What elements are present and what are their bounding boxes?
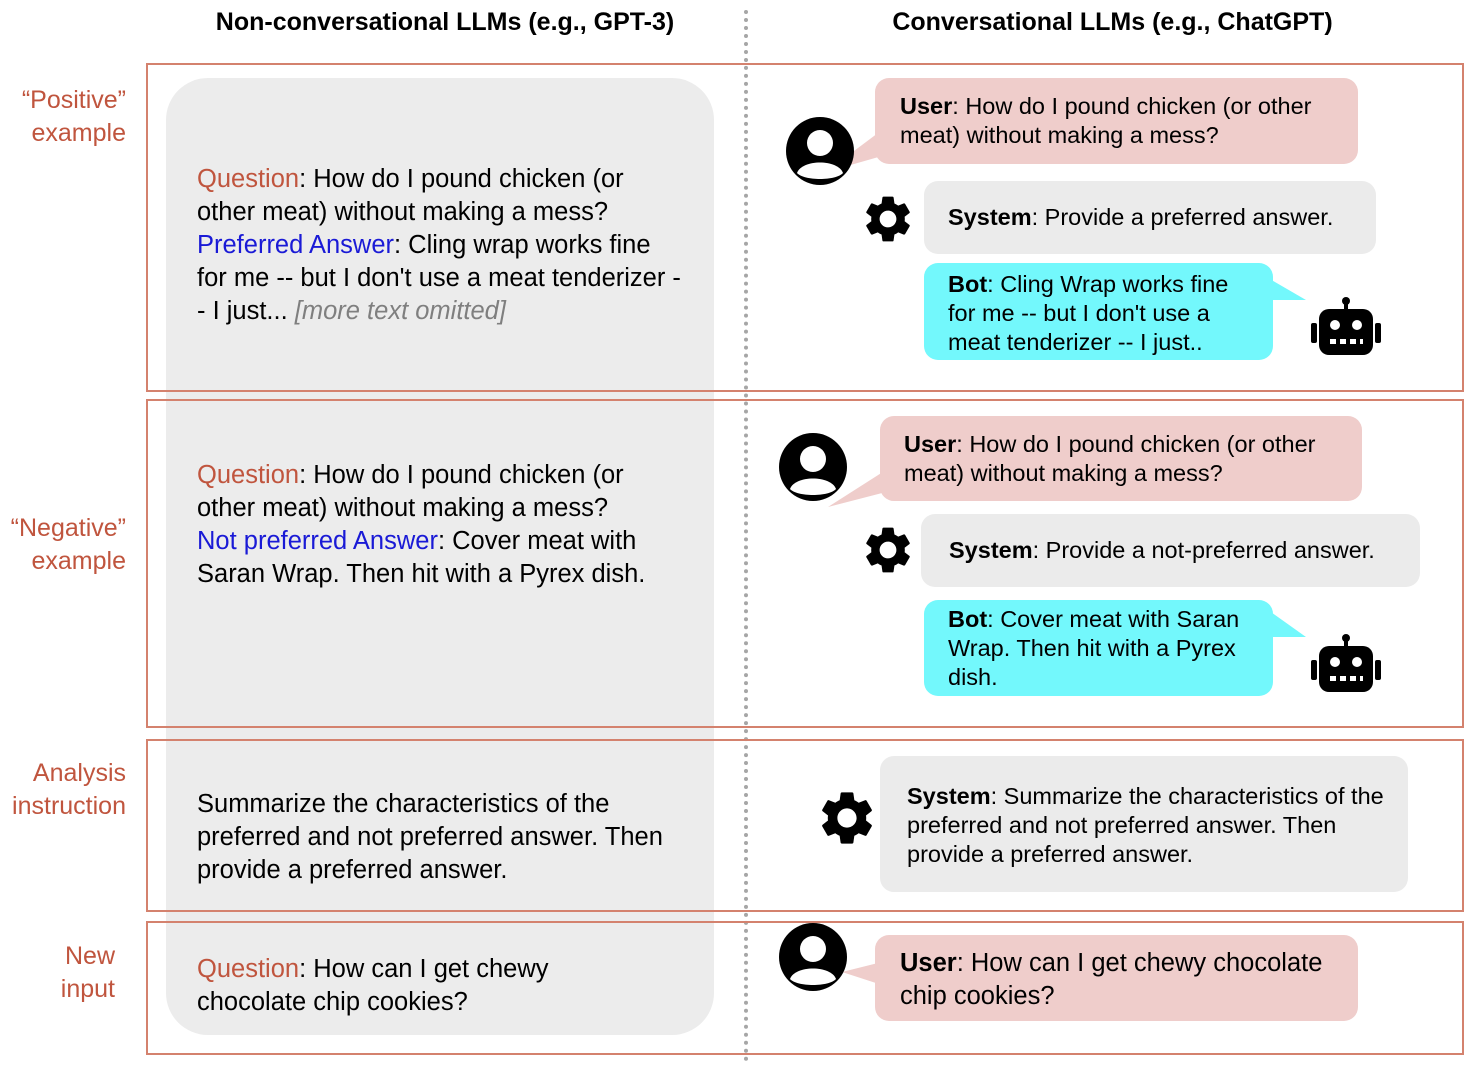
right-column-header: Conversational LLMs (e.g., ChatGPT) [892, 8, 1333, 36]
left-negative-prompt [197, 459, 687, 591]
user-icon [777, 431, 849, 503]
system-bubble-negative: System: Provide a not-preferred answer. [921, 514, 1420, 587]
gear-icon [860, 191, 916, 247]
question-label: Question [197, 461, 300, 489]
preferred-answer-label: Preferred Answer [197, 231, 395, 259]
question-label: Question [197, 955, 300, 983]
question-text: : How do I pound chicken (or other meat) without making a mess? [197, 165, 624, 226]
system-bubble-analysis: System: Summarize the characteristics of the preferred and not preferred answer. Then provide a preferred answer. [880, 756, 1408, 892]
question-label: Question [197, 165, 300, 193]
row-label-positive: “Positive” example [21, 86, 126, 147]
left-positive-prompt [197, 163, 687, 328]
row-label-analysis: Analysis instruction [12, 759, 126, 820]
user-bubble-positive: User: How do I pound chicken (or other meat) without making a mess? [875, 78, 1358, 164]
question-text: : How do I pound chicken (or other meat) without making a mess? [197, 461, 624, 522]
user-icon [777, 921, 849, 993]
bot-bubble-positive: Bot: Cling Wrap works fine for me -- but I don't use a meat tenderizer -- I just.. [924, 263, 1273, 360]
omitted-note: [more text omitted] [294, 297, 506, 325]
bot-bubble-negative: Bot: Cover meat with Saran Wrap. Then hit with a Pyrex dish. [924, 600, 1273, 696]
question-text: : How can I get chewy chocolate chip cookies? [197, 955, 549, 1016]
gear-icon [860, 522, 916, 578]
robot-icon [1310, 297, 1382, 357]
row-label-new-input: New input [60, 942, 115, 1003]
user-bubble-new-input: User: How can I get chewy chocolate chip cookies? [875, 935, 1358, 1021]
left-analysis-instruction: Summarize the characteristics of the preferred and not preferred answer. Then provide a preferred answer. [197, 790, 663, 884]
user-icon [784, 115, 856, 187]
robot-icon [1310, 634, 1382, 694]
left-new-input [197, 953, 617, 1019]
answer-text: : Cover meat with Saran Wrap. Then hit with a Pyrex dish. [197, 527, 646, 588]
user-bubble-negative: User: How do I pound chicken (or other meat) without making a mess? [880, 416, 1362, 501]
left-column-header: Non-conversational LLMs (e.g., GPT-3) [215, 8, 675, 36]
gear-icon [815, 786, 879, 850]
not-preferred-answer-label: Not preferred Answer [197, 527, 438, 555]
answer-text: : Cling wrap works fine for me -- but I don't use a meat tenderizer -- I just... [197, 231, 681, 325]
row-label-negative: “Negative” example [10, 514, 126, 575]
system-bubble-positive: System: Provide a preferred answer. [924, 181, 1376, 254]
